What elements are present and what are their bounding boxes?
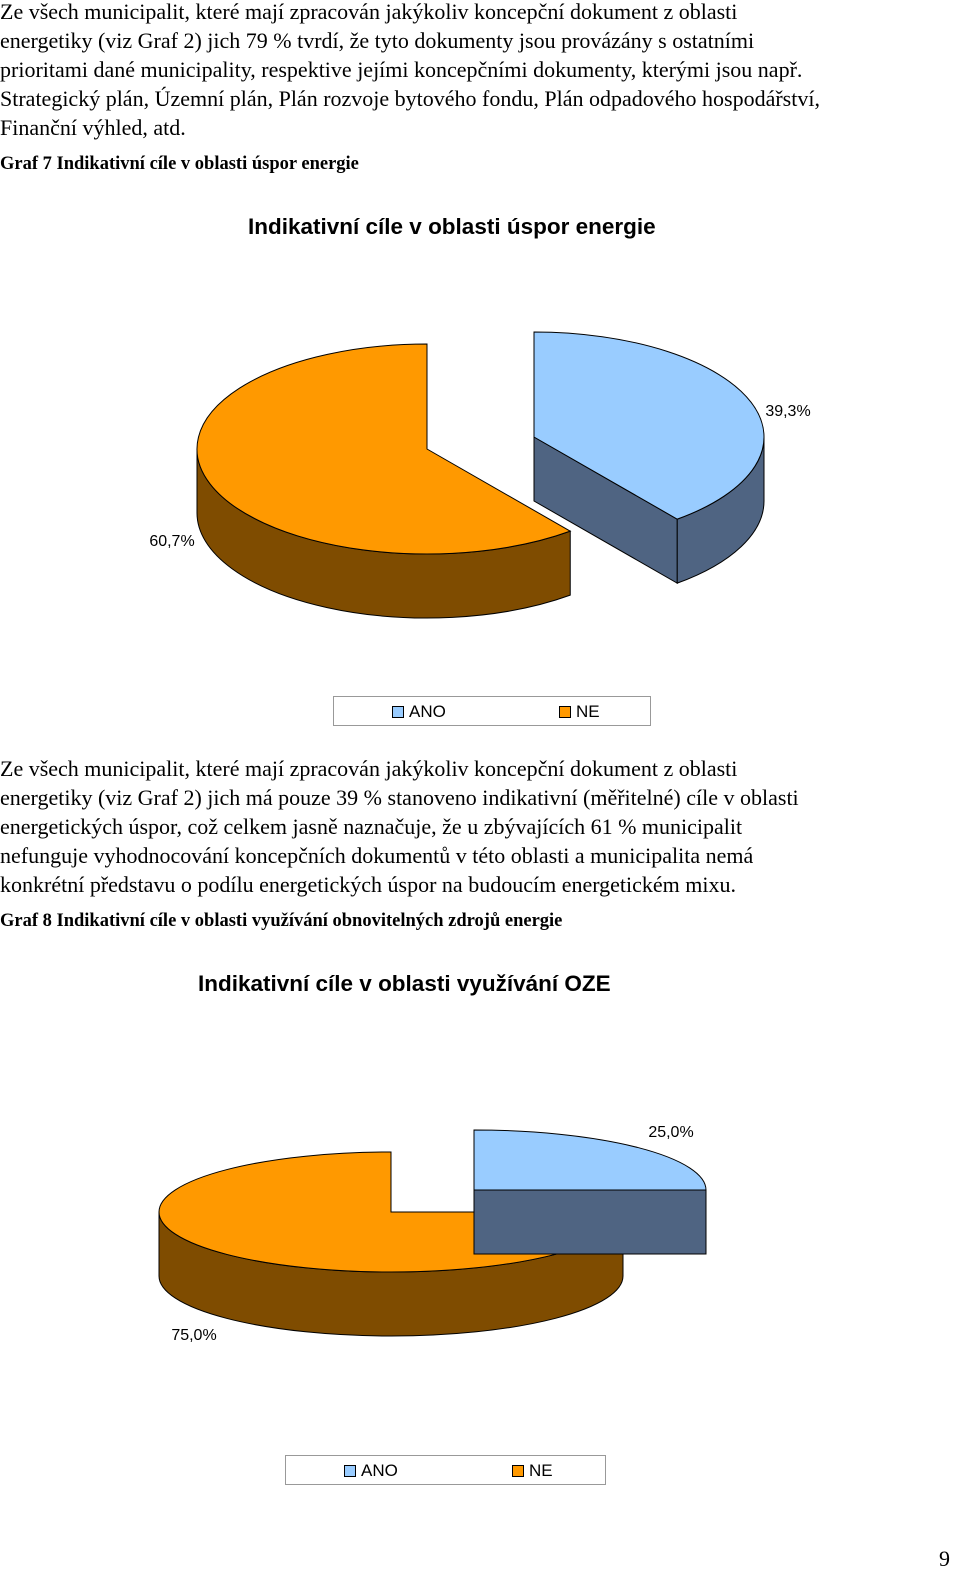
intro-line: Finanční výhled, atd.	[0, 115, 186, 140]
data-label-ano: 39,3%	[765, 403, 811, 420]
pie-slice-ano	[474, 1130, 706, 1254]
intro-line: Strategický plán, Územní plán, Plán rozvoje bytového fondu, Plán odpadového hospodářství,	[0, 86, 820, 111]
page-number: 9	[939, 1546, 950, 1571]
legend-label-ne: NE	[576, 702, 600, 721]
data-label-ano: 25,0%	[648, 1124, 694, 1141]
legend-item-ne	[512, 1461, 553, 1481]
middle-line: konkrétní představu o podílu energetických úspor na budoucím energetickém mixu.	[0, 872, 737, 897]
middle-line: energetických úspor, což celkem jasně naznačuje, že u zbývajících 61 % municipalit	[0, 814, 743, 839]
middle-line: Ze všech municipalit, které mají zpracován jakýkoliv koncepční dokument z oblasti	[0, 756, 738, 781]
graf7-caption: Graf 7 Indikativní cíle v oblasti úspor energie	[0, 154, 359, 174]
intro-line: prioritami dané municipality, respektive jejími koncepčními dokumenty, kterými jsou např.	[0, 57, 803, 82]
intro-line: energetiky (viz Graf 2) jich 79 % tvrdí, že tyto dokumenty jsou provázány s ostatními	[0, 28, 755, 53]
data-label-ne: 60,7%	[149, 533, 195, 550]
slice-ano-wall	[474, 1190, 706, 1254]
legend-label-ne: NE	[529, 1461, 553, 1480]
chart2-title: Indikativní cíle v oblasti využívání OZE	[198, 971, 611, 996]
data-label-ne: 75,0%	[171, 1327, 217, 1344]
legend-swatch-ne	[512, 1465, 524, 1477]
legend-label-ano: ANO	[409, 702, 446, 721]
graf8-caption: Graf 8 Indikativní cíle v oblasti využívání obnovitelných zdrojů energie	[0, 911, 563, 931]
middle-line: energetiky (viz Graf 2) jich má pouze 39 % stanoveno indikativní (měřitelné) cíle v oblasti	[0, 785, 799, 810]
intro-line: Ze všech municipalit, které mají zpracován jakýkoliv koncepční dokument z oblasti	[0, 0, 738, 24]
legend-item-ano	[344, 1461, 398, 1481]
chart1-title: Indikativní cíle v oblasti úspor energie	[248, 214, 656, 239]
chart2-legend	[285, 1455, 606, 1485]
legend-label-ano: ANO	[361, 1461, 398, 1480]
middle-line: nefunguje vyhodnocování koncepčních dokumentů v této oblasti a municipalita nemá	[0, 843, 754, 868]
legend-swatch-ano	[344, 1465, 356, 1477]
